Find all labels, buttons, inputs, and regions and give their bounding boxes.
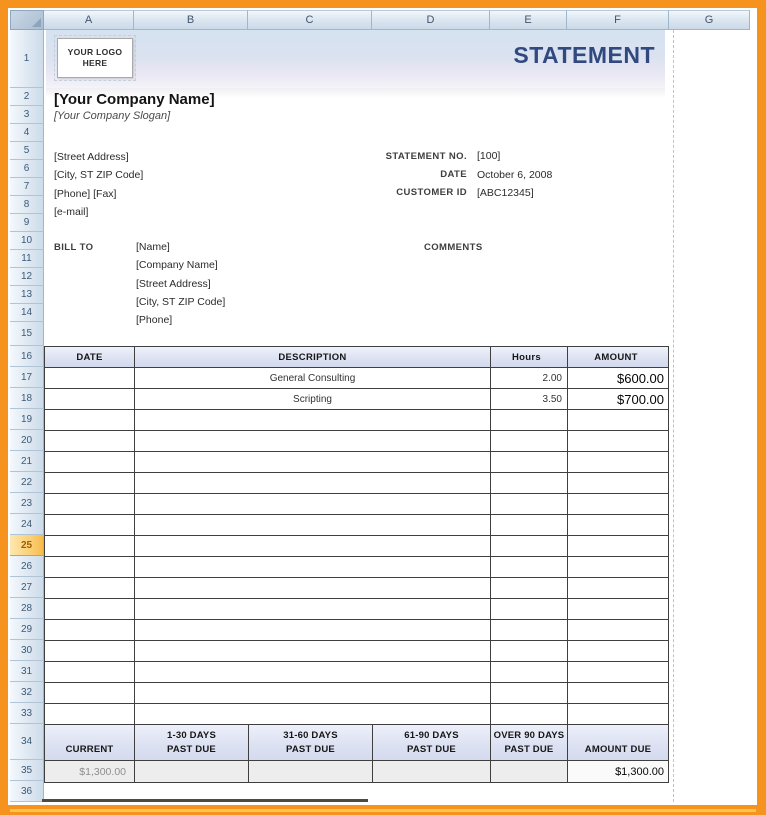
items-cell[interactable]: [491, 410, 568, 430]
row-header-7[interactable]: 7: [10, 178, 44, 196]
column-header-F[interactable]: F: [567, 10, 669, 30]
bill-to-line-1[interactable]: [Company Name]: [136, 259, 218, 272]
statement-title: STATEMENT: [513, 42, 655, 68]
row-header-6[interactable]: 6: [10, 160, 44, 178]
aging-value-5[interactable]: $1,300.00: [568, 761, 668, 782]
items-cell[interactable]: [45, 662, 135, 682]
items-cell[interactable]: [568, 662, 668, 682]
items-cell[interactable]: [491, 683, 568, 703]
company-address-line-2[interactable]: [Phone] [Fax]: [54, 187, 117, 200]
aging-header-4: OVER 90 DAYS PAST DUE: [491, 725, 568, 760]
row-header-15[interactable]: 15: [10, 322, 44, 346]
row-header-25[interactable]: 25: [10, 535, 44, 556]
items-cell[interactable]: [491, 557, 568, 577]
frame-inner-glow: [10, 809, 756, 812]
items-cell[interactable]: [568, 599, 668, 619]
row-header-29[interactable]: 29: [10, 619, 44, 640]
items-cell[interactable]: [568, 641, 668, 661]
company-slogan-cell[interactable]: [Your Company Slogan]: [54, 110, 171, 122]
items-cell[interactable]: [568, 683, 668, 703]
items-row-6: [45, 473, 668, 494]
comments-label: COMMENTS: [424, 241, 483, 253]
row-header-24[interactable]: 24: [10, 514, 44, 535]
items-cell[interactable]: [568, 473, 668, 493]
meta-value-1[interactable]: October 6, 2008: [477, 168, 553, 181]
row-header-23[interactable]: 23: [10, 493, 44, 514]
logo-placeholder[interactable]: YOUR LOGO HERE: [57, 38, 133, 78]
items-cell[interactable]: [135, 515, 491, 535]
bill-to-block: [136, 238, 366, 329]
items-cell[interactable]: [491, 452, 568, 472]
items-cell[interactable]: [568, 515, 668, 535]
items-row-8: [45, 515, 668, 536]
items-row-3: [45, 410, 668, 431]
row-header-28[interactable]: 28: [10, 598, 44, 619]
row-header-22[interactable]: 22: [10, 472, 44, 493]
items-cell[interactable]: [45, 515, 135, 535]
row-header-32[interactable]: 32: [10, 682, 44, 703]
column-header-A[interactable]: A: [44, 10, 134, 30]
row-header-18[interactable]: 18: [10, 388, 44, 409]
row-header-33[interactable]: 33: [10, 703, 44, 724]
items-cell[interactable]: $700.00: [617, 391, 664, 407]
column-header-G[interactable]: G: [669, 10, 750, 30]
aging-value-4[interactable]: [491, 761, 568, 782]
items-row-17: [45, 704, 668, 725]
items-cell[interactable]: $600.00: [617, 370, 664, 386]
row-header-26[interactable]: 26: [10, 556, 44, 577]
column-header-B[interactable]: B: [134, 10, 248, 30]
items-cell[interactable]: [45, 578, 135, 598]
print-area-line: [42, 799, 368, 802]
items-cell[interactable]: [135, 557, 491, 577]
aging-header-2: 31-60 DAYS PAST DUE: [249, 725, 373, 760]
items-cell[interactable]: [568, 704, 668, 725]
items-row-16: [45, 683, 668, 704]
items-cell[interactable]: [491, 494, 568, 514]
items-cell[interactable]: [135, 536, 491, 556]
select-all-corner[interactable]: [10, 10, 44, 30]
row-header-20[interactable]: 20: [10, 430, 44, 451]
aging-value-2[interactable]: [249, 761, 373, 782]
bill-to-line-2[interactable]: [Street Address]: [136, 277, 211, 290]
row-header-36[interactable]: 36: [10, 781, 44, 802]
row-header-2[interactable]: 2: [10, 88, 44, 106]
items-cell[interactable]: [491, 641, 568, 661]
meta-value-2[interactable]: [ABC12345]: [477, 186, 534, 199]
company-name-cell[interactable]: [Your Company Name]: [54, 91, 215, 108]
row-headers: [10, 30, 44, 802]
column-header-E[interactable]: E: [490, 10, 567, 30]
items-cell[interactable]: [45, 683, 135, 703]
meta-values: [477, 147, 657, 202]
items-cell[interactable]: Scripting: [135, 389, 491, 409]
items-cell[interactable]: [45, 704, 135, 725]
items-row-7: [45, 494, 668, 515]
row-header-1[interactable]: 1: [10, 30, 44, 88]
items-cell[interactable]: [568, 557, 668, 577]
row-header-16[interactable]: 16: [10, 346, 44, 367]
row-header-9[interactable]: 9: [10, 214, 44, 232]
items-cell[interactable]: [491, 536, 568, 556]
company-address-line-3[interactable]: [e-mail]: [54, 206, 89, 219]
row-header-8[interactable]: 8: [10, 196, 44, 214]
items-row-15: [45, 662, 668, 683]
items-cell[interactable]: [491, 662, 568, 682]
company-address-line-1[interactable]: [City, ST ZIP Code]: [54, 169, 144, 182]
items-cell[interactable]: [491, 620, 568, 640]
items-cell[interactable]: 2.00: [491, 368, 568, 388]
items-cell[interactable]: [135, 599, 491, 619]
items-cell[interactable]: [135, 683, 491, 703]
items-cell[interactable]: [568, 431, 668, 451]
items-cell[interactable]: General Consulting: [135, 368, 491, 388]
items-cell[interactable]: [45, 599, 135, 619]
corner-triangle-icon: [32, 18, 41, 27]
items-cell[interactable]: [568, 620, 668, 640]
bill-to-label: BILL TO: [54, 241, 94, 253]
row-header-21[interactable]: 21: [10, 451, 44, 472]
items-cell[interactable]: [135, 578, 491, 598]
items-cell[interactable]: [135, 704, 491, 725]
aging-value-1[interactable]: [135, 761, 249, 782]
row-header-11[interactable]: 11: [10, 250, 44, 268]
items-row-14: [45, 641, 668, 662]
items-cell[interactable]: [491, 704, 568, 725]
items-header-date: DATE: [45, 347, 135, 367]
items-cell[interactable]: [135, 494, 491, 514]
row-header-19[interactable]: 19: [10, 409, 44, 430]
items-cell[interactable]: [45, 410, 135, 430]
aging-header-5: AMOUNT DUE: [584, 744, 652, 756]
bill-to-line-3[interactable]: [City, ST ZIP Code]: [136, 296, 226, 309]
meta-value-0[interactable]: [100]: [477, 150, 501, 163]
items-row-4: [45, 431, 668, 452]
bill-to-line-0[interactable]: [Name]: [136, 241, 170, 254]
items-cell[interactable]: [45, 494, 135, 514]
row-header-30[interactable]: 30: [10, 640, 44, 661]
items-cell[interactable]: [568, 578, 668, 598]
items-row-12: [45, 599, 668, 620]
column-headers: [44, 10, 750, 30]
items-cell[interactable]: [491, 578, 568, 598]
items-cell[interactable]: [135, 620, 491, 640]
column-header-C[interactable]: C: [248, 10, 372, 30]
page-break-line: [673, 30, 674, 802]
items-cell[interactable]: [135, 473, 491, 493]
aging-header-3: 61-90 DAYS PAST DUE: [373, 725, 491, 760]
row-header-14[interactable]: 14: [10, 304, 44, 322]
items-cell[interactable]: [135, 641, 491, 661]
items-cell[interactable]: [491, 473, 568, 493]
bill-to-line-4[interactable]: [Phone]: [136, 314, 173, 327]
items-cell[interactable]: [491, 515, 568, 535]
column-header-D[interactable]: D: [372, 10, 490, 30]
meta-label-0[interactable]: STATEMENT NO.: [385, 150, 467, 162]
row-header-31[interactable]: 31: [10, 661, 44, 682]
items-cell[interactable]: 3.50: [491, 389, 568, 409]
items-cell[interactable]: [45, 620, 135, 640]
items-cell[interactable]: [135, 431, 491, 451]
items-cell[interactable]: [135, 410, 491, 430]
items-row-10: [45, 557, 668, 578]
items-row-5: [45, 452, 668, 473]
items-header-description: DESCRIPTION: [135, 347, 491, 367]
items-cell[interactable]: [491, 431, 568, 451]
meta-labels: [310, 147, 467, 202]
aging-table: [44, 724, 669, 783]
row-header-10[interactable]: 10: [10, 232, 44, 250]
row-header-17[interactable]: 17: [10, 367, 44, 388]
items-cell[interactable]: [45, 389, 135, 409]
items-cell[interactable]: [491, 599, 568, 619]
items-cell[interactable]: [45, 431, 135, 451]
row-header-34[interactable]: 34: [10, 724, 44, 760]
items-cell[interactable]: [135, 452, 491, 472]
meta-label-2[interactable]: CUSTOMER ID: [396, 187, 467, 199]
items-cell[interactable]: [568, 536, 668, 556]
items-cell[interactable]: [45, 473, 135, 493]
row-header-3[interactable]: 3: [10, 106, 44, 124]
items-row-11: [45, 578, 668, 599]
aging-header-1: 1-30 DAYS PAST DUE: [135, 725, 249, 760]
items-cell[interactable]: [45, 641, 135, 661]
meta-label-1[interactable]: DATE: [440, 169, 467, 181]
items-cell[interactable]: [45, 557, 135, 577]
row-header-13[interactable]: 13: [10, 286, 44, 304]
items-row-1: [45, 368, 668, 389]
items-row-13: [45, 620, 668, 641]
items-header-amount: AMOUNT: [594, 351, 638, 363]
items-table: [44, 346, 669, 726]
row-header-5[interactable]: 5: [10, 142, 44, 160]
items-cell[interactable]: [45, 452, 135, 472]
aging-value-0[interactable]: $1,300.00: [45, 761, 135, 782]
aging-header-0: CURRENT: [45, 725, 135, 760]
items-row-2: [45, 389, 668, 410]
items-cell[interactable]: [45, 368, 135, 388]
items-header-hours: Hours: [491, 347, 568, 367]
items-cell[interactable]: [135, 662, 491, 682]
row-header-12[interactable]: 12: [10, 268, 44, 286]
row-header-4[interactable]: 4: [10, 124, 44, 142]
row-header-27[interactable]: 27: [10, 577, 44, 598]
items-row-9: [45, 536, 668, 557]
row-header-35[interactable]: 35: [10, 760, 44, 781]
spreadsheet: [10, 10, 755, 803]
aging-value-3[interactable]: [373, 761, 491, 782]
items-cell[interactable]: [568, 410, 668, 430]
items-cell[interactable]: [568, 452, 668, 472]
items-cell[interactable]: [568, 494, 668, 514]
company-address-block: [54, 148, 274, 221]
company-address-line-0[interactable]: [Street Address]: [54, 151, 129, 164]
items-cell[interactable]: [45, 536, 135, 556]
